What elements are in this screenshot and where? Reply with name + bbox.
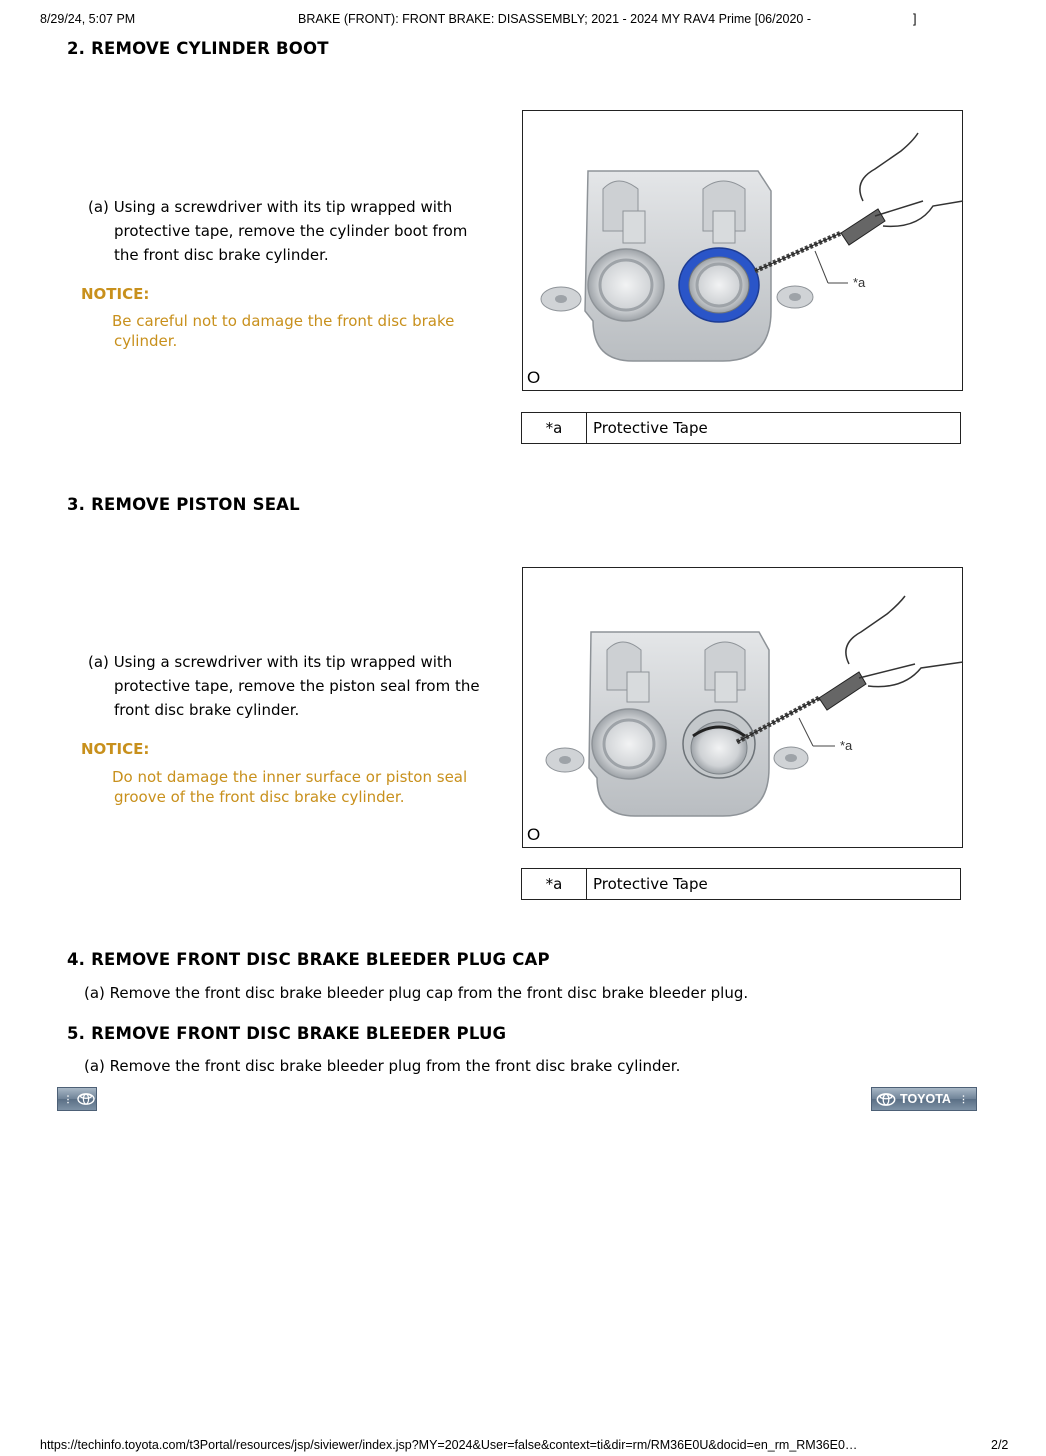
instruction-text: Using a screwdriver with its tip wrapped with xyxy=(113,653,453,671)
notice-line: Be careful not to damage the front disc brake xyxy=(112,312,455,330)
step-instruction: (a) Remove the front disc brake bleeder plug from the front disc brake cylinder. xyxy=(84,1057,681,1075)
instruction-prefix: (a) xyxy=(88,653,109,671)
notice-label: NOTICE: xyxy=(81,285,150,303)
step-heading-remove-bleeder-plug-cap: 4. REMOVE FRONT DISC BRAKE BLEEDER PLUG CAP xyxy=(67,950,550,969)
figure-cylinder-boot xyxy=(522,110,963,391)
legend-table xyxy=(521,868,961,900)
figure-callout: *a xyxy=(853,275,866,290)
legend-table xyxy=(521,412,961,444)
instruction-text: Using a screwdriver with its tip wrapped with xyxy=(113,198,453,216)
brake-caliper-illustration xyxy=(523,111,964,392)
notice-line: cylinder. xyxy=(114,332,178,350)
table-row xyxy=(522,869,961,900)
print-header xyxy=(0,12,1046,32)
grip-dots-icon: ⋮ xyxy=(958,1094,968,1104)
legend-key: *a xyxy=(522,413,587,444)
toyota-home-button[interactable] xyxy=(871,1087,977,1111)
toyota-emblem-icon xyxy=(876,1093,896,1106)
notice-text xyxy=(112,767,512,807)
instruction-line xyxy=(88,195,516,219)
figure-callout: *a xyxy=(840,738,853,753)
figure-code: O xyxy=(527,368,541,387)
print-date: 8/29/24, 5:07 PM xyxy=(40,12,136,26)
instruction-line: the front disc brake cylinder. xyxy=(114,246,329,264)
print-title: BRAKE (FRONT): FRONT BRAKE: DISASSEMBLY; 2021 - 2024 MY RAV4 Prime [06/2020 - xyxy=(298,12,812,26)
instruction-line: front disc brake cylinder. xyxy=(114,701,300,719)
step-instruction xyxy=(88,195,516,267)
instruction-line: protective tape, remove the piston seal from the xyxy=(114,677,480,695)
step-instruction: (a) Remove the front disc brake bleeder plug cap from the front disc brake bleeder plug. xyxy=(84,984,749,1002)
notice-text xyxy=(112,311,512,351)
grip-dots-icon: ⋮ xyxy=(63,1094,73,1104)
legend-value: Protective Tape xyxy=(587,413,961,444)
notice-label: NOTICE: xyxy=(81,740,150,758)
toyota-label: TOYOTA xyxy=(900,1092,951,1106)
toyota-emblem-icon xyxy=(77,1093,95,1105)
notice-line: Do not damage the inner surface or piston seal xyxy=(112,768,468,786)
step-heading-remove-piston-seal: 3. REMOVE PISTON SEAL xyxy=(67,495,300,514)
instruction-line: protective tape, remove the cylinder boot from xyxy=(114,222,468,240)
print-url: https://techinfo.toyota.com/t3Portal/resources/jsp/siviewer/index.jsp?MY=2024&User=false&context=ti&dir=rm/RM36E0U&docid=en_rm_RM36E0… xyxy=(40,1438,858,1452)
step-heading-remove-cylinder-boot: 2. REMOVE CYLINDER BOOT xyxy=(67,39,329,58)
legend-key: *a xyxy=(522,869,587,900)
instruction-prefix: (a) xyxy=(88,198,109,216)
notice-line: groove of the front disc brake cylinder. xyxy=(114,788,405,806)
brake-caliper-illustration xyxy=(523,568,964,849)
nav-back-button[interactable] xyxy=(57,1087,97,1111)
legend-value: Protective Tape xyxy=(587,869,961,900)
print-footer xyxy=(0,1438,1046,1456)
step-heading-remove-bleeder-plug: 5. REMOVE FRONT DISC BRAKE BLEEDER PLUG xyxy=(67,1024,507,1043)
figure-code: O xyxy=(527,825,541,844)
table-row xyxy=(522,413,961,444)
figure-piston-seal xyxy=(522,567,963,848)
step-instruction xyxy=(88,650,516,722)
print-title-bracket: ] xyxy=(913,12,917,26)
page-number: 2/2 xyxy=(991,1438,1009,1452)
instruction-line xyxy=(88,650,516,674)
